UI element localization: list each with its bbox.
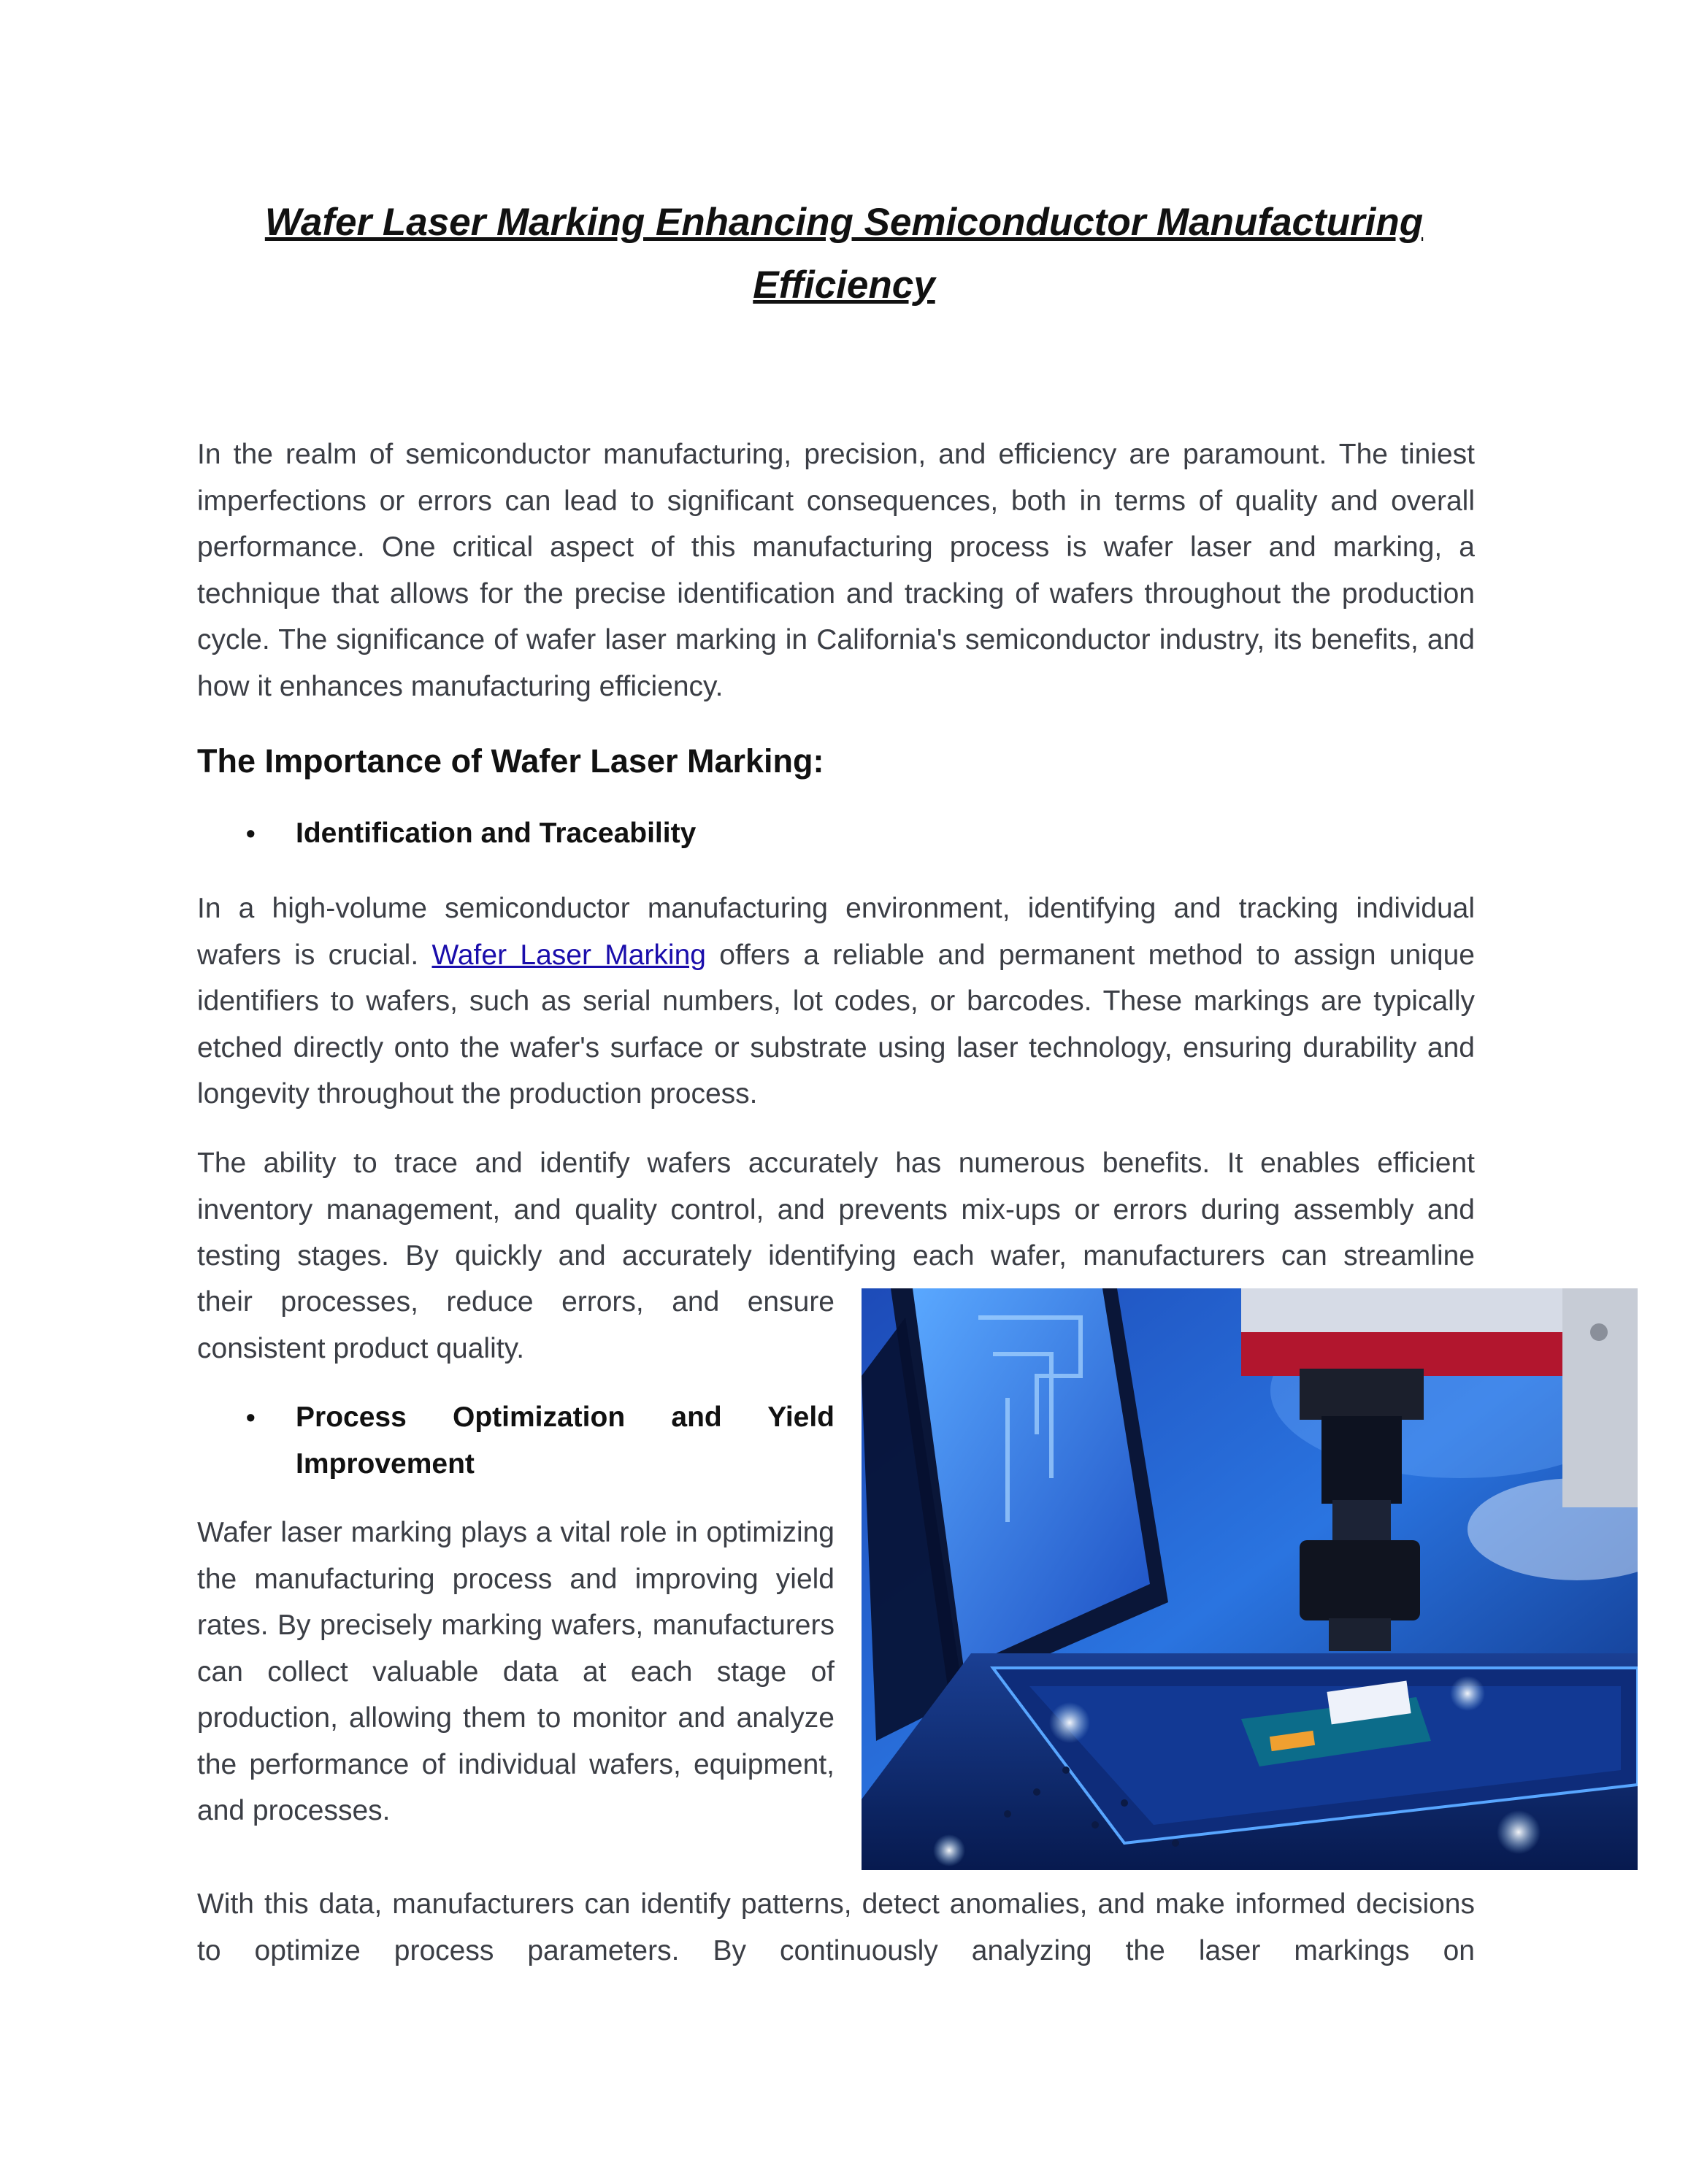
process-optimization-paragraph: Wafer laser marking plays a vital role in optimizing the manufacturing process and improving yield rates. By precisely marking wafers, manufacturers can collect valuable data at each stage of production, allowing them to monitor and analyze the performance of individual wafers, equipment, and processes. [197, 1517, 835, 1826]
bullet-identification-label: Identification and Traceability [296, 818, 697, 849]
traceability-paragraph-continued: their processes, reduce errors, and ensure consistent product quality. [197, 1286, 835, 1364]
identification-text-after: offers a reliable and permanent method to assign unique identifiers to wafers, such as serial numbers, lot codes, or barcodes. These markings are typically etched directly onto the wafer's surface or substrate using laser technology, ensuring durability and longevity throughout the production process. [197, 939, 1475, 1110]
bullet-process-optimization [246, 1394, 835, 1487]
bullet-glyph: • [246, 818, 256, 848]
document-title [183, 191, 1505, 317]
laser-marking-machine-photo [862, 1288, 1638, 1870]
section-heading: The Importance of Wafer Laser Marking: [197, 742, 824, 780]
title-line-2: Efficiency [753, 264, 935, 307]
bullet-process-label: Process Optimization and Yield Improvement [296, 1401, 835, 1480]
identification-paragraph [197, 885, 1475, 1118]
wafer-laser-marking-link[interactable]: Wafer Laser Marking [431, 939, 706, 971]
title-line-1: Wafer Laser Marking Enhancing Semiconductor Manufacturing [264, 201, 1424, 244]
traceability-paragraph: The ability to trace and identify wafers accurately has numerous benefits. It enables efficient inventory management, and quality control, and prevents mix-ups or errors during assembly and testing stages. By quickly and accurately identifying each wafer, manufacturers can streamline [197, 1147, 1475, 1272]
bullet-identification [246, 810, 1475, 857]
identification-text-before: In a high-volume semiconductor manufacturing environment, identifying and tracking individual wafers is crucial. [197, 893, 1475, 971]
data-analysis-paragraph: With this data, manufacturers can identify patterns, detect anomalies, and make informed decisions to optimize process parameters. By continuously analyzing the laser markings on [197, 1888, 1475, 1966]
laser-marking-machine-illustration [862, 1288, 1638, 1870]
bullet-glyph: • [246, 1402, 256, 1432]
intro-paragraph: In the realm of semiconductor manufacturing, precision, and efficiency are paramount. The tiniest imperfections or errors can lead to significant consequences, both in terms of quality and overall performance. One critical aspect of this manufacturing process is wafer laser and marking, a technique that allows for the precise identification and tracking of wafers throughout the production cycle. The significance of wafer laser marking in California's semiconductor industry, its benefits, and how it enhances manufacturing efficiency. [197, 439, 1475, 702]
